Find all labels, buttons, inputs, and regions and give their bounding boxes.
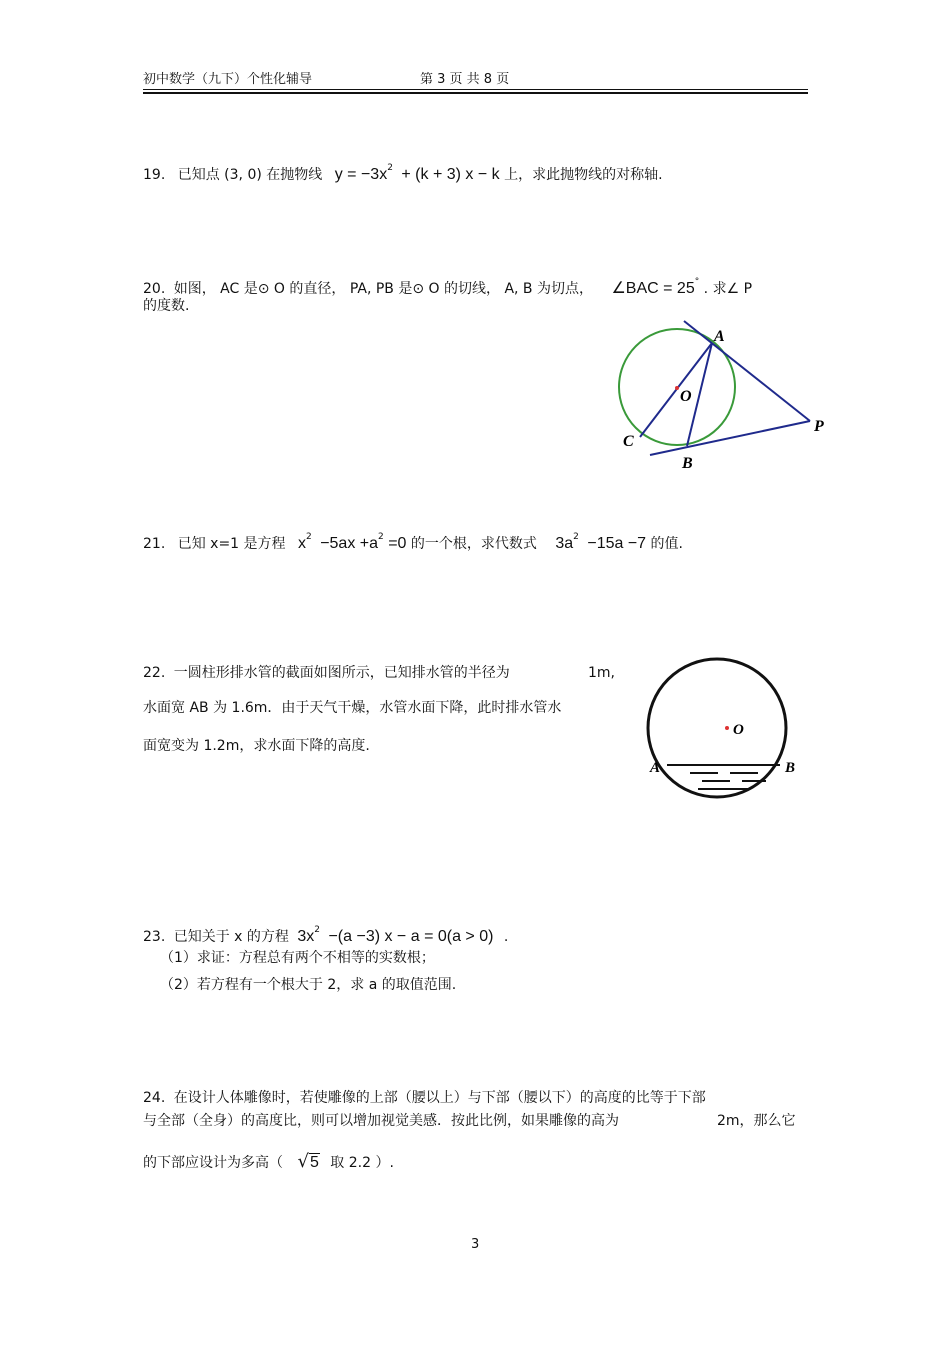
question-23-part2: （2）若方程有一个根大于 2，求 a 的取值范围.	[160, 977, 457, 993]
label-p: P	[814, 418, 824, 435]
header-course: 初中数学（九下）个性化辅导	[143, 72, 313, 87]
equation-part: =0	[388, 535, 407, 552]
question-text: . 求∠ P	[703, 281, 753, 297]
period: .	[503, 929, 509, 945]
expression-part: −15a −7	[587, 535, 647, 552]
label-a: A	[650, 760, 661, 776]
question-number: 20.	[143, 281, 166, 297]
radicand: 5	[309, 1154, 319, 1171]
sqrt-expression	[297, 1152, 319, 1173]
center-dot	[725, 726, 729, 730]
equation-part: y = −3x	[334, 166, 388, 183]
question-24-line2: 与全部（全身）的高度比，则可以增加视觉美感．按此比例，如果雕像的高为	[143, 1113, 619, 1129]
header-rule-thick	[143, 92, 808, 94]
question-23-part1: （1）求证：方程总有两个不相等的实数根；	[160, 950, 435, 966]
question-19	[143, 158, 663, 185]
question-number: 23.	[143, 929, 166, 945]
question-text: 如图， AC 是⊙ O 的直径， PA, PB 是⊙ O 的切线， A, B 为切点，	[173, 281, 593, 297]
question-number: 21.	[143, 536, 166, 552]
question-24-line1	[143, 1088, 706, 1108]
equation-part: 3x	[297, 928, 315, 945]
question-number: 19.	[143, 167, 166, 183]
equation-part: −5ax +a	[320, 535, 379, 552]
label-b: B	[785, 760, 796, 776]
question-text: 在设计人体雕像时，若使雕像的上部（腰以上）与下部（腰以下）的高度的比等于下部	[173, 1090, 706, 1106]
question-text: 已知点 (3, 0) 在抛物线	[177, 167, 323, 183]
question-22-line2: 水面宽 AB 为 1.6m．由于天气干燥，水管水面下降，此时排水管水	[143, 700, 562, 716]
exponent: 2	[378, 532, 384, 542]
header-rule-thin	[143, 89, 808, 90]
angle-expression: ∠BAC = 25	[611, 280, 695, 297]
question-24-line3	[143, 1152, 394, 1173]
figure-pipe-section	[640, 655, 810, 805]
question-text: 的下部应设计为多高（	[143, 1155, 283, 1171]
label-c: C	[623, 433, 634, 450]
label-a: A	[714, 328, 725, 345]
exponent: 2	[387, 163, 393, 173]
question-20-line2: 的度数.	[143, 298, 190, 314]
label-o: O	[733, 722, 744, 738]
expression-part: 3a	[555, 535, 574, 552]
question-text: 一圆柱形排水管的截面如图所示，已知排水管的半径为	[173, 665, 510, 681]
sculpture-height: 2m，那么它	[717, 1113, 796, 1129]
figure-circle-tangents	[610, 315, 840, 475]
line-pb-extended	[650, 421, 810, 455]
equation-part: −(a −3) x − a = 0(a > 0)	[328, 928, 494, 945]
question-21	[143, 527, 683, 554]
question-number: 24.	[143, 1090, 166, 1106]
question-23	[143, 920, 508, 947]
equation-part: + (k + 3) x − k	[401, 166, 500, 183]
question-22-line3: 面宽变为 1.2m，求水面下降的高度.	[143, 738, 370, 754]
exponent: 2	[306, 532, 312, 542]
question-text: 已知关于 x 的方程	[173, 929, 289, 945]
exponent: 2	[573, 532, 579, 542]
radical-icon: √	[297, 1151, 309, 1172]
question-number: 22.	[143, 665, 166, 681]
radius-value: 1m,	[588, 665, 615, 681]
degree-symbol: °	[694, 277, 700, 287]
label-o: O	[680, 388, 692, 405]
question-text: 的值.	[650, 536, 683, 552]
question-text: 取 2.2 ）.	[330, 1155, 394, 1171]
center-dot	[675, 386, 679, 390]
pipe-circle	[648, 659, 786, 797]
line-pa-extended	[684, 321, 810, 421]
question-20	[143, 272, 752, 299]
equation-part: x	[298, 535, 306, 552]
label-b: B	[682, 455, 693, 472]
exponent: 2	[314, 925, 320, 935]
question-text: 上，求此抛物线的对称轴.	[504, 167, 663, 183]
page-number: 3	[471, 1237, 480, 1252]
question-text: 的一个根，求代数式	[410, 536, 537, 552]
question-22-line1	[143, 663, 510, 683]
question-text: 已知 x=1 是方程	[177, 536, 286, 552]
header-page-info: 第 3 页 共 8 页	[420, 72, 510, 87]
